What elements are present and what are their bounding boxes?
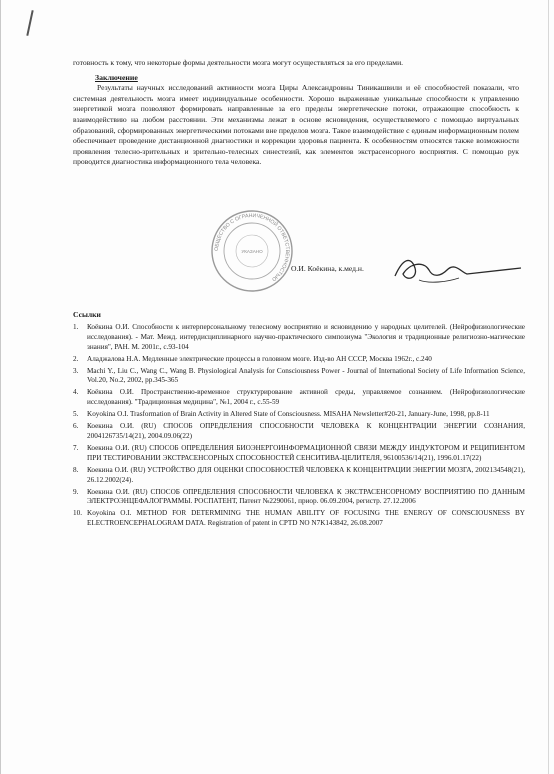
reference-text: Коекина О.И. (RU) СПОСОБ ОПРЕДЕЛЕНИЯ СПОСОБНОСТИ ЧЕЛОВЕКА К КОНЦЕНТРАЦИИ ЭНЕРГИИ СОЗНАНИЯ, 2004126735/14(21), 2004.09.06(22): [87, 422, 525, 440]
reference-item: [73, 367, 525, 387]
seal-ring-text: ОБЩЕСТВО С ОГРАНИЧЕННОЙ ОТВЕТСТВЕННОСТЬЮ: [213, 212, 291, 282]
references-section: [73, 310, 525, 531]
reference-text: Machi Y., Liu C., Wang C., Wang B. Physiological Analysis for Consciousness Power - Journal of International Society of Life Information Science, Vol.20, No.2, 2002, pp.345-365: [87, 366, 525, 385]
reference-text: Аладжалова Н.А. Медленные электрические процессы в головном мозге. Изд-во АН СССР, Москва 1962г., с.240: [87, 354, 432, 363]
reference-item: [73, 323, 525, 353]
body-text: [73, 58, 519, 168]
reference-text: Коекина О.И. (RU) СПОСОБ ОПРЕДЕЛЕНИЯ БИОЭНЕРГОИНФОРМАЦИОННОЙ СВЯЗИ МЕЖДУ ИНДУКТОРОМ И РЕЦИПИЕНТОМ ПРИ ТЕСТИРОВАНИИ ЭКСТРАСЕНСОРНЫХ СПОСОБНОСТЕЙ СЕНСИТИВА-ЦЕЛИТЕЛЯ, 96100536/14(21), 1996.01.17(22): [87, 443, 525, 462]
reference-text: Koyokina O.I. METHOD FOR DETERMINING THE HUMAN ABILITY OF FOCUSING THE ENERGY OF CONSCIOUSNESS BY ELECTROENCEPHALOGRAM DATA. Registration of patent in CPTD NO N7K143842, 26.08.2007: [87, 509, 525, 528]
pen-mark: [26, 10, 33, 36]
reference-number: 7.: [73, 443, 79, 452]
intro-line: готовность к тому, что некоторые формы деятельности мозга могут осуществляться за его пределами.: [73, 58, 404, 67]
reference-item: [73, 388, 525, 408]
reference-text: Коёкина О.И. Способности к интерперсональному телесному восприятию и ясновидению у народных целителей. (Нейрофизиологические исследования). - Мат. Межд. интердисциплинарного научно-практического симпозиума "Экология и традиционные религиозно-магические знания", РАН. М. 2001г., с.93-104: [87, 322, 525, 351]
reference-item: [73, 509, 525, 529]
reference-number: 5.: [73, 410, 79, 419]
reference-item: [73, 488, 525, 508]
reference-number: 3.: [73, 366, 79, 375]
reference-number: 8.: [73, 465, 79, 474]
reference-text: Коёкина О.И. Пространственно-временное структурирование активной среды, управляемое сознанием. (Нейрофизиологические исследования). "Традиционная медицина", №1, 2004 г., с.55-59: [87, 388, 525, 407]
reference-text: Коекина О.И. (RU) УСТРОЙСТВО ДЛЯ ОЦЕНКИ СПОСОБНОСТЕЙ ЧЕЛОВЕКА К КОНЦЕНТРАЦИИ ЭНЕРГИИ МОЗГА, 2002134548(21), 26.12.2002(24).: [87, 465, 525, 484]
reference-item: [73, 466, 525, 486]
reference-item: [73, 422, 525, 442]
references-title: Ссылки: [73, 310, 101, 319]
reference-number: 4.: [73, 388, 79, 397]
reference-item: [73, 444, 525, 464]
reference-list: [73, 323, 525, 529]
page-edge: [548, 0, 549, 774]
reference-number: 2.: [73, 354, 79, 363]
reference-number: 10.: [73, 509, 82, 518]
reference-number: 9.: [73, 487, 79, 496]
signer-name: О.И. Коёкина, к.мед.н.: [291, 264, 364, 273]
reference-item: [73, 410, 525, 420]
handwritten-signature: [389, 250, 529, 290]
section-title: Заключение: [95, 72, 138, 82]
conclusion-paragraph: Результаты научных исследований активности мозга Циры Александровны Тиникашвили и её способностей показали, что системная деятельность мозга имеет индивидуальные особенности. Хорошо выраженные уникальные способности к управлению энергетикой мозга позволяют формировать направленные за его пределы энергетические потоки, отражающие способность к взаимодействию на любом расстоянии. Эти механизмы лежат в основе ясновидения, осуществляемого с помощью виртуальных образований, сформированных энергетическими потоками вне пределов мозга. Такое взаимодействие с единым информационным полем обеспечивает проведение дистанционной диагностики и коррекции здоровья пациента. К особенностям относятся также возможности проявления телесно-зрительных и зрительно-телесных синестезий, как элементов экстрасенсорного восприятия. С помощью рук проводится диагностика информационного тела человека.: [73, 83, 519, 167]
reference-number: 1.: [73, 322, 79, 331]
reference-item: [73, 355, 525, 365]
reference-text: Koyokina O.I. Trasformation of Brain Activity in Altered State of Consciousness. MISAHA Newsletter#20-21, January-June, 1998, pp.8-11: [87, 410, 490, 419]
reference-text: Коекина О.И. (RU) СПОСОБ ОПРЕДЕЛЕНИЯ СПОСОБНОСТИ ЧЕЛОВЕКА К ЭКСТРАСЕНСОРНОМУ ВОСПРИЯТИЮ ПО ДАННЫМ ЭЛЕКТРОЭНЦЕФАЛОГРАММЫ. РОСПАТЕНТ, Патент №2290061, приор. 06.09.2004, регистр. 27.12.2006: [87, 487, 525, 506]
seal-center-text: УКАЗАНО: [241, 249, 263, 254]
reference-number: 6.: [73, 422, 79, 431]
